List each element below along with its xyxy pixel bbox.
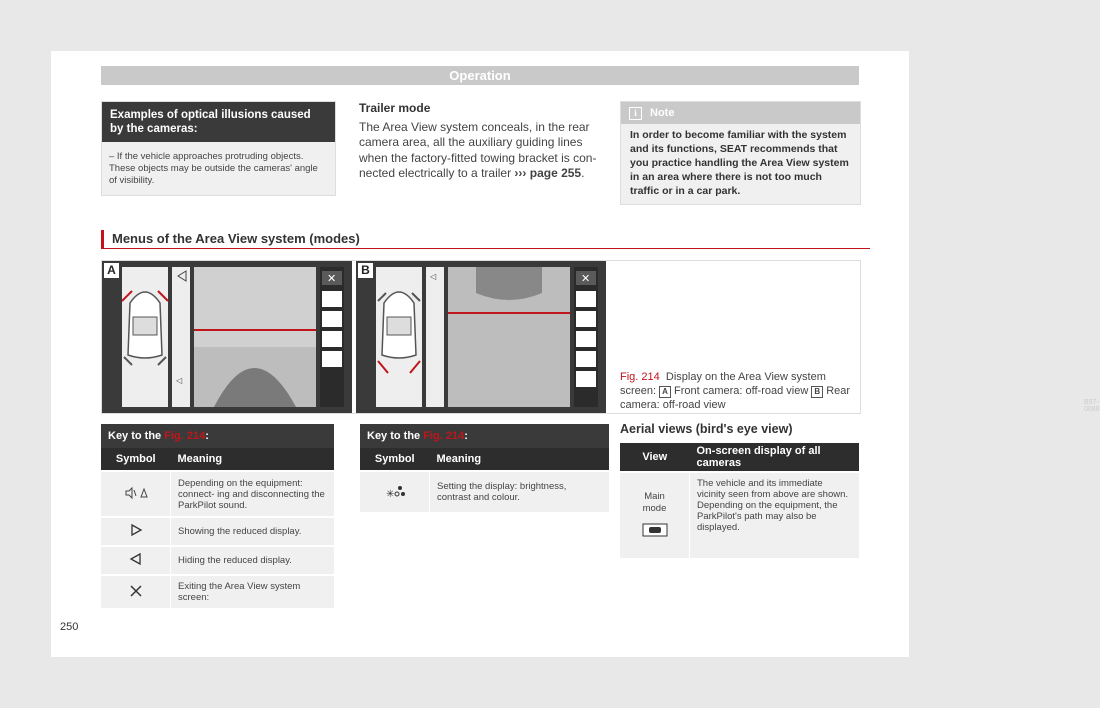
table-row <box>101 471 334 517</box>
front-camera-illustration <box>102 261 352 413</box>
section-title: Menus of the Area View system (modes) <box>101 230 870 249</box>
table-row <box>101 575 334 608</box>
hide-triangle-icon <box>129 558 143 569</box>
page-header: Operation <box>101 66 859 85</box>
key-table-1-fig-ref[interactable]: Fig. 214 <box>164 430 206 442</box>
col-meaning: Meaning <box>430 448 610 471</box>
caption-text-2: Front camera: off-road view <box>673 385 809 397</box>
note-header <box>621 102 860 124</box>
note-label: Note <box>650 107 675 119</box>
manual-page <box>51 51 1100 657</box>
row-meaning: Depending on the equipment: connect- ing and disconnecting the ParkPilot sound. <box>171 471 335 517</box>
row-meaning: Hiding the reduced display. <box>171 546 335 575</box>
col-view: View <box>620 443 690 472</box>
front-camera-image <box>102 261 352 413</box>
close-x-icon <box>129 590 143 601</box>
parkpilot-sound-icon <box>123 492 149 503</box>
table-row <box>101 517 334 546</box>
svg-text:◁: ◁ <box>430 272 437 281</box>
table-row <box>360 471 609 512</box>
key-table-2-title: Key to the Fig. 214: <box>360 424 609 448</box>
row-meaning: Exiting the Area View system screen: <box>171 575 335 608</box>
caption-text-1: Display on the Area View system screen: <box>620 371 826 397</box>
figure-code: B57-0088 <box>1084 399 1100 413</box>
note-body: In order to become familiar with the system and its functions, SEAT recommends that you practice handling the Area View system in an area where there is not too much traffic or in a car park. <box>630 129 849 197</box>
col-meaning: Meaning <box>171 448 335 471</box>
figure-caption <box>620 370 852 412</box>
caption-key-b: B <box>811 386 823 398</box>
row-meaning: Setting the display: brightness, contrast and colour. <box>430 471 610 512</box>
col-symbol: Symbol <box>360 448 430 471</box>
figure-label-a: A <box>104 263 119 278</box>
caption-text-3: Rear camera: off-road view <box>620 385 851 411</box>
row-meaning: Showing the reduced display. <box>171 517 335 546</box>
illusions-box <box>101 101 336 196</box>
main-mode-car-icon <box>627 523 682 540</box>
caption-fig-number: Fig. 214 <box>620 371 660 383</box>
figure-214 <box>101 260 1100 414</box>
rear-camera-illustration <box>356 261 606 413</box>
trailer-mode-title: Trailer mode <box>359 101 431 115</box>
col-display: On-screen display of all cameras <box>690 443 860 472</box>
illusions-box-title: Examples of optical illusions caused by the cameras: <box>102 102 335 142</box>
svg-text:✕: ✕ <box>581 273 591 285</box>
table-row <box>620 472 859 558</box>
svg-text:◁: ◁ <box>176 376 183 385</box>
info-icon: i <box>629 107 642 120</box>
table-row <box>101 546 334 575</box>
caption-key-a: A <box>659 386 671 398</box>
note-box <box>620 101 861 205</box>
aerial-table <box>620 443 859 558</box>
key-table-1 <box>101 424 334 608</box>
illusions-box-item: – If the vehicle approaches protruding objects. These objects may be outside the cameras' angle of visibility. <box>109 151 318 186</box>
svg-text:✕: ✕ <box>327 273 337 285</box>
key-table-2-fig-ref[interactable]: Fig. 214 <box>423 430 465 442</box>
trailer-page-link[interactable]: ››› page 255 <box>514 166 582 180</box>
brightness-settings-icon <box>384 488 406 502</box>
key-table-1-title: Key to the Fig. 214: <box>101 424 334 448</box>
show-triangle-icon <box>129 529 143 540</box>
trailer-mode-section <box>359 101 607 182</box>
col-symbol: Symbol <box>101 448 171 471</box>
aerial-title: Aerial views (bird's eye view) <box>620 422 793 436</box>
trailer-end: . <box>581 166 585 180</box>
row-display: The vehicle and its immediate vicinity seen from above are shown. Depending on the equipment, the ParkPilot's path may also be displayed. <box>690 472 860 558</box>
key-table-2 <box>360 424 609 512</box>
trailer-mode-body: The Area View system conceals, in the rear camera area, all the auxiliary guiding lines when the factory-fitted towing bracket is con- nected electrically to a trailer <box>359 119 597 180</box>
figure-label-b: B <box>358 263 373 278</box>
page-number: 250 <box>60 621 79 633</box>
svg-text:✳: ✳ <box>385 488 394 500</box>
main-mode-label: Main mode <box>642 490 667 514</box>
